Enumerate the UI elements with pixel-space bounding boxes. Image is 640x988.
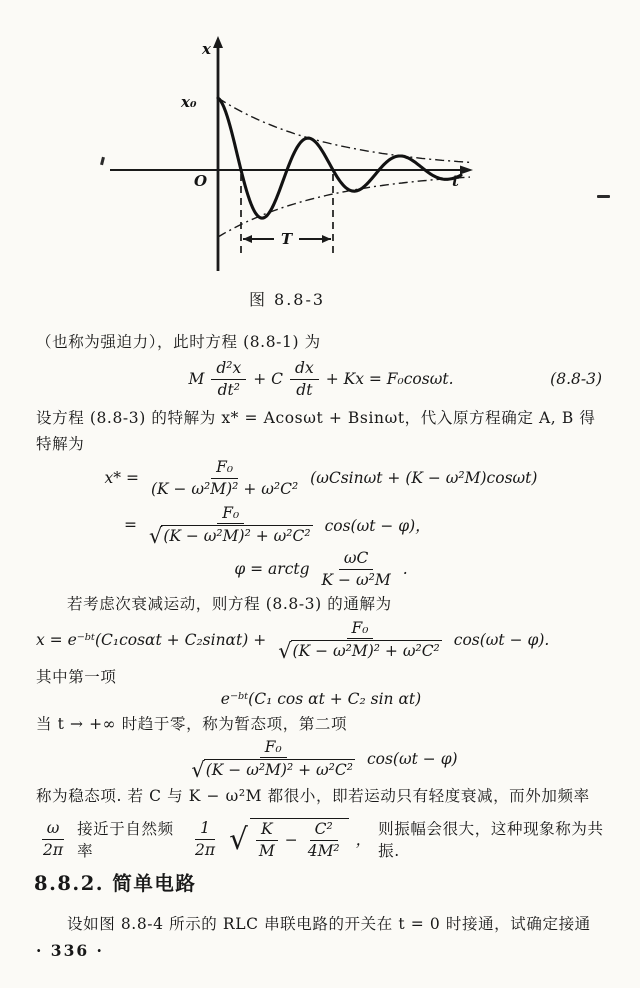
transient-expression: e⁻ᵇᵗ(C₁ cos αt + C₂ sin αt) [220,690,422,708]
xstar1-lhs: x* = [104,469,139,487]
figure-damped-oscillation [95,33,487,285]
equation-general-solution [36,616,606,664]
equation-xstar-line1 [36,455,606,501]
x-axis-arrow-icon [213,36,223,48]
steady-rhs: cos(ωt − φ) [366,750,458,768]
eq-main-plus-c: + C [253,370,284,388]
equation-steady-term [36,736,606,782]
paragraph-particular-solution-cont: 特解为 [36,435,85,453]
scan-speck-right [597,195,610,198]
eq-main-rhs: + Kx = F₀cosωt. [325,370,454,388]
equation-transient-term [36,686,606,712]
xstar2-rhs: cos(ωt − φ)， [324,517,431,535]
eq-main-frac1: $\frac{\text{d²x}}{\text{dt²}}$ [211,359,246,399]
sqrt-icon: √ [229,822,248,857]
paragraph-transient: 当 t → +∞ 时趋于零，称为暂态项，第二项 [36,715,348,733]
phi-frac: $\frac{\omega C}{\text{K − ω²M}}$ [321,548,391,589]
x0-label: x₀ [181,93,197,111]
phi-period: . [402,560,408,578]
paragraph-resonance [36,814,606,864]
eq-main-m: M [188,370,205,388]
t-axis-label: t [452,172,459,190]
paragraph-first-term: 其中第一项 [36,668,117,686]
general-lhs: x = e⁻ᵇᵗ(C₁cosαt + C₂sinαt) + [36,631,267,649]
paragraph-forcing-intro: （也称为强迫力），此时方程 (8.8-1) 为 [36,333,321,351]
one-over-2pi-frac: $\frac{1}{2\pi}$ [195,818,216,859]
paragraph-steady-state: 称为稳态项. 若 C 与 K − ω²M 都很小，即若运动只有轻度衰减，而外加频率 [36,787,590,805]
paragraph-rlc-intro: 设如图 8.8-4 所示的 RLC 串联电路的开关在 t = 0 时接通，试确定接通 [67,915,591,933]
period-label: T [281,230,293,248]
natural-frequency-radicand: $\frac{K}{M}$ − $\frac{\text{C²}}{\text{4M²}}$ [250,818,349,860]
section-heading-8-8-2: 8.8.2. 简单电路 [34,872,197,895]
t-axis-arrow-icon [460,166,473,175]
paragraph-particular-solution: 设方程 (8.8-3) 的特解为 x* = Acosωt + Bsinωt，代入原方程确定 A, B 得 [36,409,596,427]
phi-lhs: φ = arctg [234,560,310,578]
general-frac: F₀ √ (K − ω²M)² + ω²C² [278,618,440,664]
xstar2-equals: = [124,516,137,534]
page-number: · 336 · [36,941,104,960]
sqrt-icon: √ [278,639,292,664]
y-axis-label: x [202,40,211,58]
sqrt-icon: √ [191,758,205,783]
equation-phi [36,548,606,590]
equation-xstar-line2 [36,502,606,548]
resonance-comma: ， [355,831,372,849]
resonance-text-b: 则振幅会很大，这种现象称为共振. [378,820,604,860]
sqrt-icon: √ [149,524,163,549]
xstar1-frac: $\frac{\text{F₀}}{\text{(K − ω²M)² + ω²C²}}$ [150,457,299,498]
origin-label: O [194,172,208,190]
figure-caption: 图 8.8-3 [248,290,326,309]
steady-frac: F₀ √ (K − ω²M)² + ω²C² [191,737,353,783]
xstar2-frac: F₀ √ (K − ω²M)² + ω²C² [149,503,311,549]
omega-over-2pi-frac: $\frac{\omega}{2\pi}$ [43,818,64,859]
eq-main-frac2: $\frac{dx}{dt}$ [290,359,319,399]
upper-envelope-curve [218,98,470,162]
xstar1-rhs: (ωCsinωt + (K − ω²M)cosωt) [310,469,538,487]
equation-8-8-3 [36,356,606,402]
resonance-text-a: 接近于自然频率 [77,820,174,860]
paragraph-underdamped: 若考虑次衰减运动，则方程 (8.8-3) 的通解为 [67,595,392,613]
equation-number: (8.8-3) [550,370,602,388]
general-rhs: cos(ωt − φ). [453,631,550,649]
